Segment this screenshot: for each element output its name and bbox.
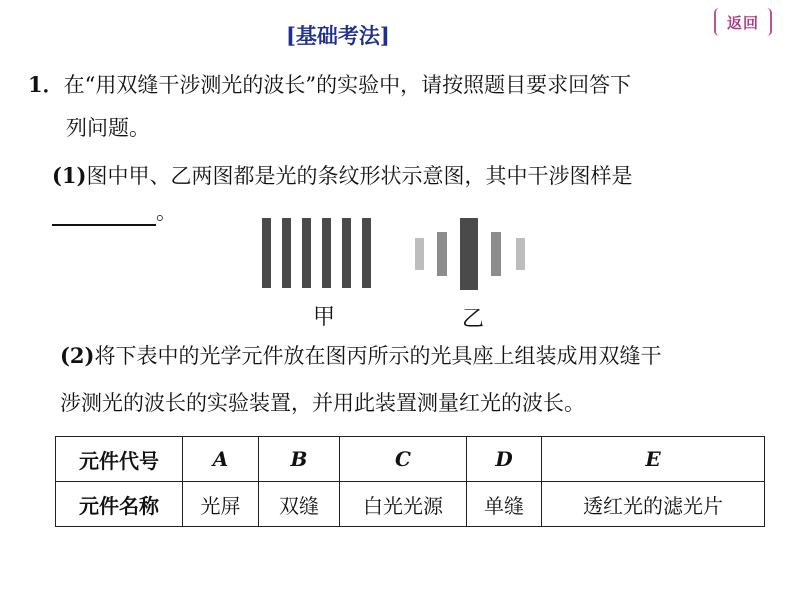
question-text-1: 在“用双缝干涉测光的波长”的实验中，请按照题目要求回答下 [63,73,632,97]
row-header-code: 元件代号 [56,437,183,482]
diffraction-band [491,232,501,276]
code-cell: C [340,437,467,482]
fringe-bar [362,218,371,288]
answer-blank[interactable] [52,204,156,226]
fringe-bar [342,218,351,288]
section-heading: [基础考法] [286,23,390,48]
part1-number: (1) [52,163,87,188]
components-table [55,436,765,527]
name-cell: 单缝 [467,482,542,527]
name-cell: 透红光的滤光片 [542,482,765,527]
part1-line-1 [52,158,632,194]
part2-text-1: 将下表中的光学元件放在图丙所示的光具座上组装成用双缝干 [94,344,662,368]
figure-jia-pattern [262,218,382,288]
diffraction-band [516,238,525,270]
code-cell: B [259,437,340,482]
name-cell: 双缝 [259,482,340,527]
code-cell: D [467,437,542,482]
part1-end: 。 [156,200,177,224]
code-cell: A [183,437,259,482]
fringe-bar [322,218,331,288]
figure-yi-label: 乙 [462,307,485,332]
diffraction-band [415,238,424,270]
question-line-1 [28,60,788,110]
row-header-name: 元件名称 [56,482,183,527]
fringe-bar [262,218,271,288]
figure-yi-pattern [415,218,525,290]
name-cell: 光屏 [183,482,259,527]
back-button[interactable]: 返回 [714,8,772,36]
part1-text: 图中甲、乙两图都是光的条纹形状示意图，其中干涉图样是 [86,164,633,188]
name-cell: 白光光源 [340,482,467,527]
code-cell: E [542,437,765,482]
part2-number: (2) [60,343,95,368]
question-line-2: 列问题。 [66,116,150,140]
diffraction-band [437,232,447,276]
fringe-bar [282,218,291,288]
table-row-names [56,482,765,527]
question-number: 1． [28,72,64,97]
part1-line-2 [52,196,177,226]
table-row-codes [56,437,765,482]
fringe-bar [302,218,311,288]
part2-line-1 [60,338,661,374]
figure-jia-label: 甲 [313,305,336,330]
diffraction-band [460,218,478,290]
part2-line-2: 涉测光的波长的实验装置，并用此装置测量红光的波长。 [60,391,585,415]
